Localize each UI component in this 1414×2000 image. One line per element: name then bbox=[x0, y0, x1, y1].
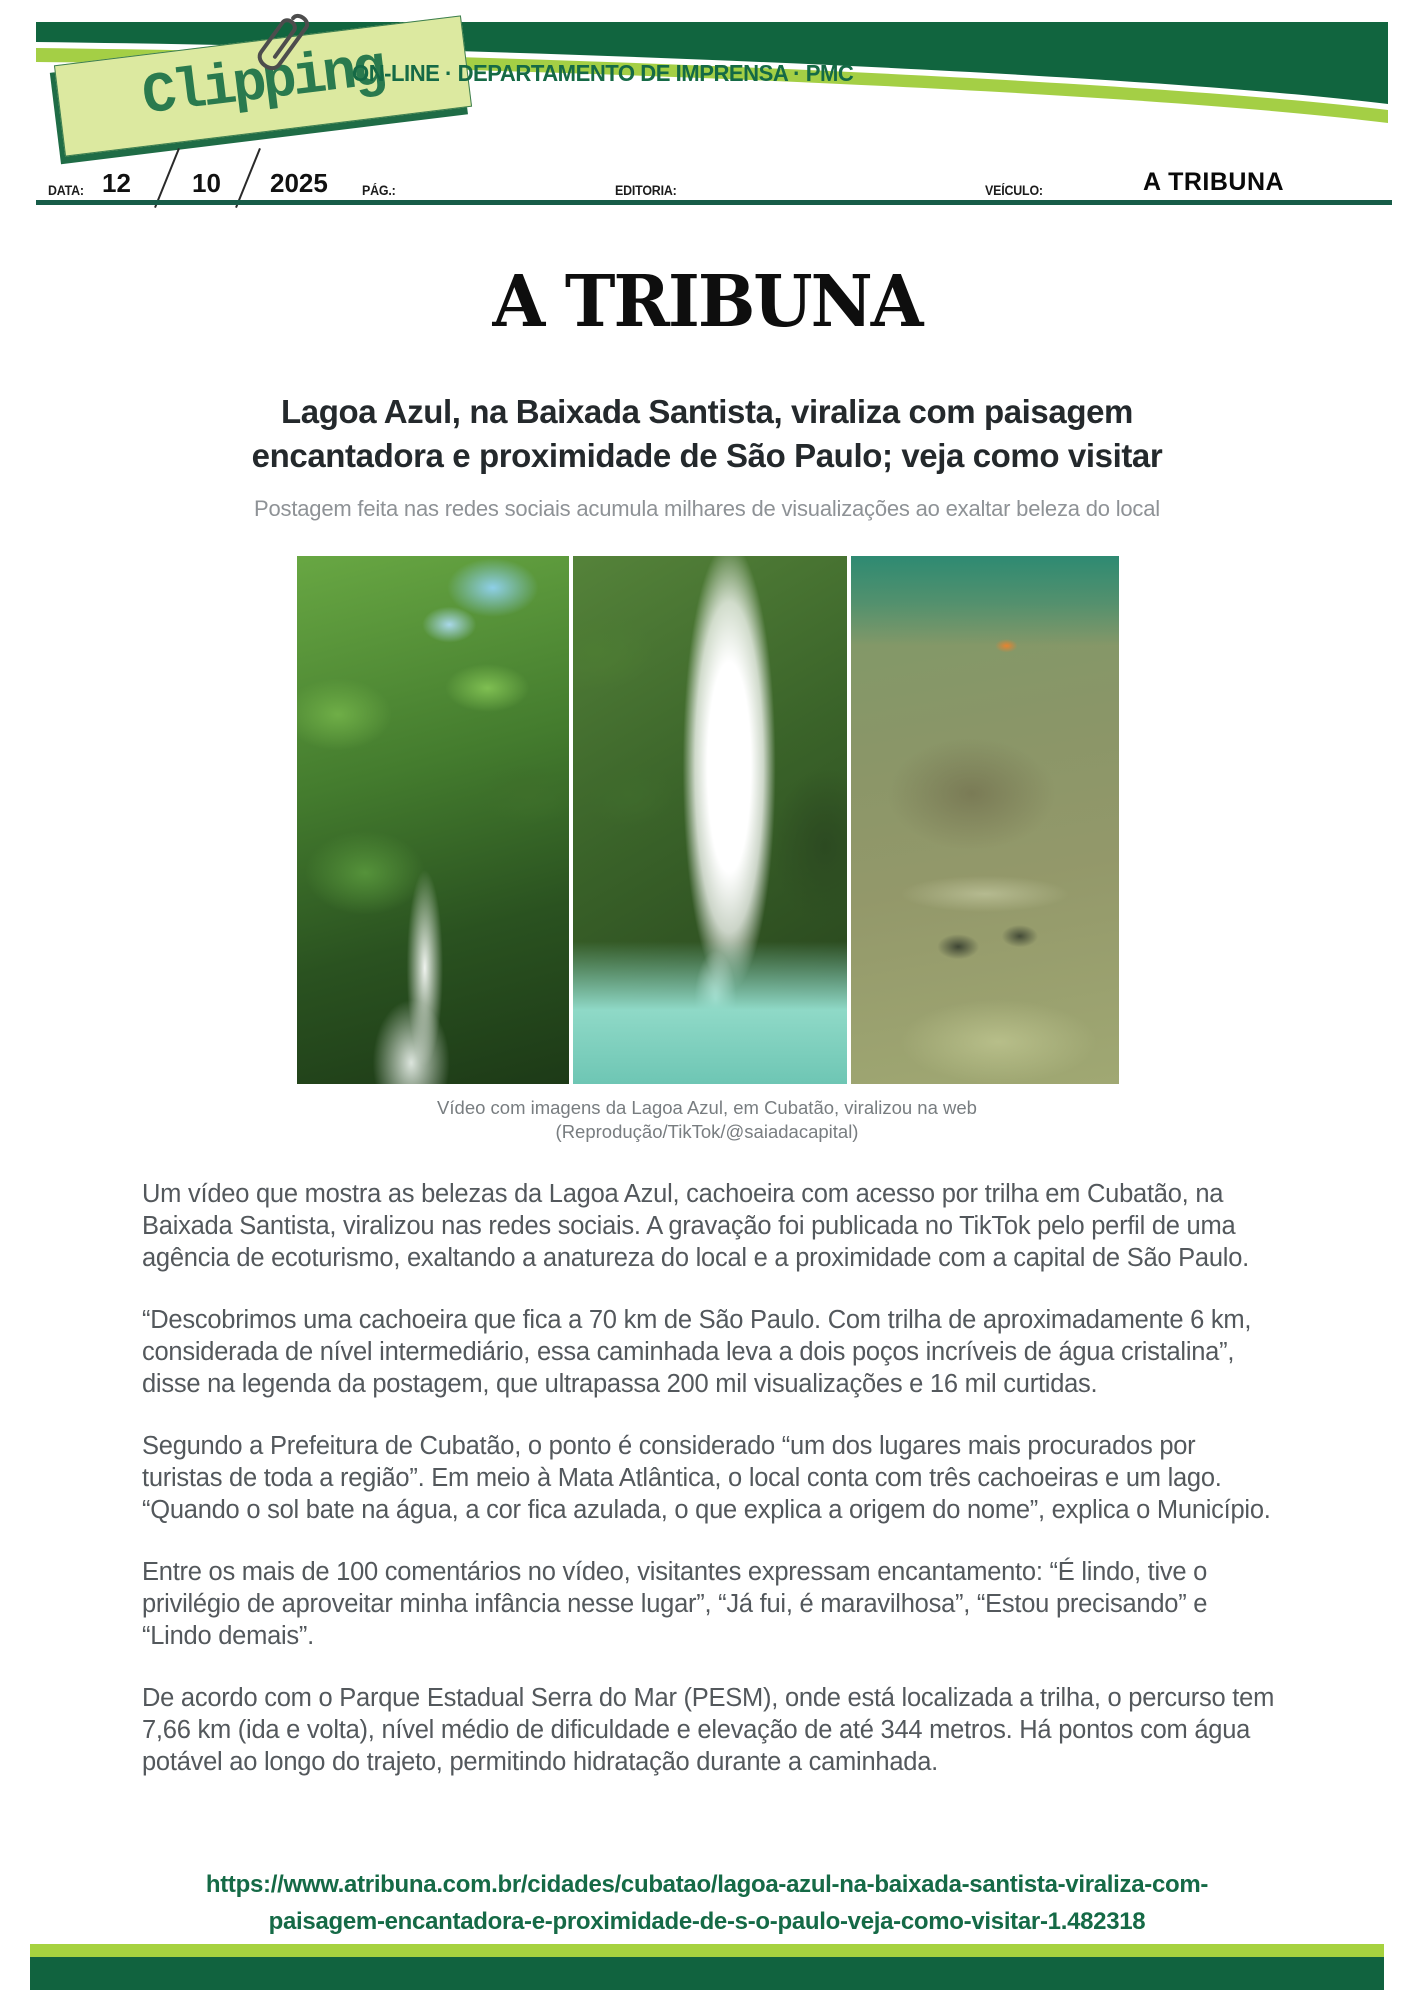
article-body bbox=[142, 1178, 1278, 1808]
department-line: ON-LINE · DEPARTAMENTO DE IMPRENSA · PMC bbox=[352, 60, 854, 86]
waterfall-pool-photo bbox=[573, 556, 847, 1084]
source-url-line2[interactable]: paisagem-encantadora-e-proximidade-de-s-o-paulo-veja-como-visitar-1.482318 bbox=[268, 1908, 1146, 1935]
data-label: DATA: bbox=[48, 183, 84, 198]
article-subtitle: Postagem feita nas redes sociais acumula milhares de visualizações ao exaltar beleza do local bbox=[254, 496, 1160, 521]
veiculo-value: A TRIBUNA bbox=[1143, 168, 1285, 196]
figure-caption-line1: Vídeo com imagens da Lagoa Azul, em Cubatão, viralizou na web bbox=[437, 1097, 977, 1118]
meta-divider-rule bbox=[36, 200, 1392, 205]
date-day: 12 bbox=[102, 168, 131, 198]
editoria-label: EDITORIA: bbox=[615, 183, 677, 198]
paragraph-2: “Descobrimos uma cachoeira que fica a 70 km de São Paulo. Com trilha de aproximadamente 6 km, considerada de nível intermediário, essa caminhada leva a dois poços incríveis de água cristalina”, disse na legenda da postagem, que ultrapassa 200 mil visualizações e 16 mil curtidas. bbox=[142, 1306, 1252, 1398]
paragraph-3: Segundo a Prefeitura de Cubatão, o ponto é considerado “um dos lugares mais procurados por turistas de toda a região”. Em meio à Mata Atlântica, o local conta com três cachoeiras e um lago. “Quando o sol bate na água, a cor fica azulada, o que explica a origem do nome”, explica o Município. bbox=[142, 1432, 1271, 1524]
clipping-logo-text: Clipping bbox=[138, 37, 387, 131]
newspaper-masthead: A TRIBUNA bbox=[492, 260, 922, 344]
veiculo-label: VEÍCULO: bbox=[985, 183, 1043, 198]
paragraph-1: Um vídeo que mostra as belezas da Lagoa Azul, cachoeira com acesso por trilha em Cubatão, na Baixada Santista, viralizou nas redes sociais. A gravação foi publicada no TikTok pelo perfil de uma agência de ecoturismo, exaltando a anatureza do local e a proximidade com a capital de São Paulo. bbox=[142, 1180, 1249, 1272]
date-year: 2025 bbox=[270, 168, 328, 198]
source-url-link[interactable] bbox=[107, 1866, 1307, 1940]
pag-label: PÁG.: bbox=[362, 183, 396, 198]
article-headline: Lagoa Azul, na Baixada Santista, viraliza com paisagem encantadora e proximidade de São Paulo; veja como visitar bbox=[251, 393, 1163, 474]
figure-caption bbox=[207, 1096, 1207, 1144]
date-month: 10 bbox=[192, 168, 221, 198]
lagoon-water-photo bbox=[851, 556, 1119, 1084]
footer-dark-green-bar bbox=[30, 1957, 1384, 1990]
paragraph-4: Entre os mais de 100 comentários no vídeo, visitantes expressam encantamento: “É lindo, tive o privilégio de aproveitar minha infância nesse lugar”, “Já fui, é maravilhosa”, “Estou precisando” e “Lindo demais”. bbox=[142, 1558, 1208, 1650]
paragraph-5: De acordo com o Parque Estadual Serra do Mar (PESM), onde está localizada a trilha, o percurso tem 7,66 km (ida e volta), nível médio de dificuldade e elevação de até 344 metros. Há pontos com água potável ao longo do trajeto, permitindo hidratação durante a caminhada. bbox=[142, 1684, 1275, 1776]
figure-caption-line2: (Reprodução/TikTok/@saiadacapital) bbox=[555, 1121, 859, 1142]
forest-waterfall-photo bbox=[297, 556, 569, 1084]
article-figure bbox=[297, 556, 1119, 1084]
source-url-line1[interactable]: https://www.atribuna.com.br/cidades/cubatao/lagoa-azul-na-baixada-santista-viraliza-com- bbox=[205, 1871, 1209, 1898]
footer-light-green-bar bbox=[30, 1944, 1384, 1957]
